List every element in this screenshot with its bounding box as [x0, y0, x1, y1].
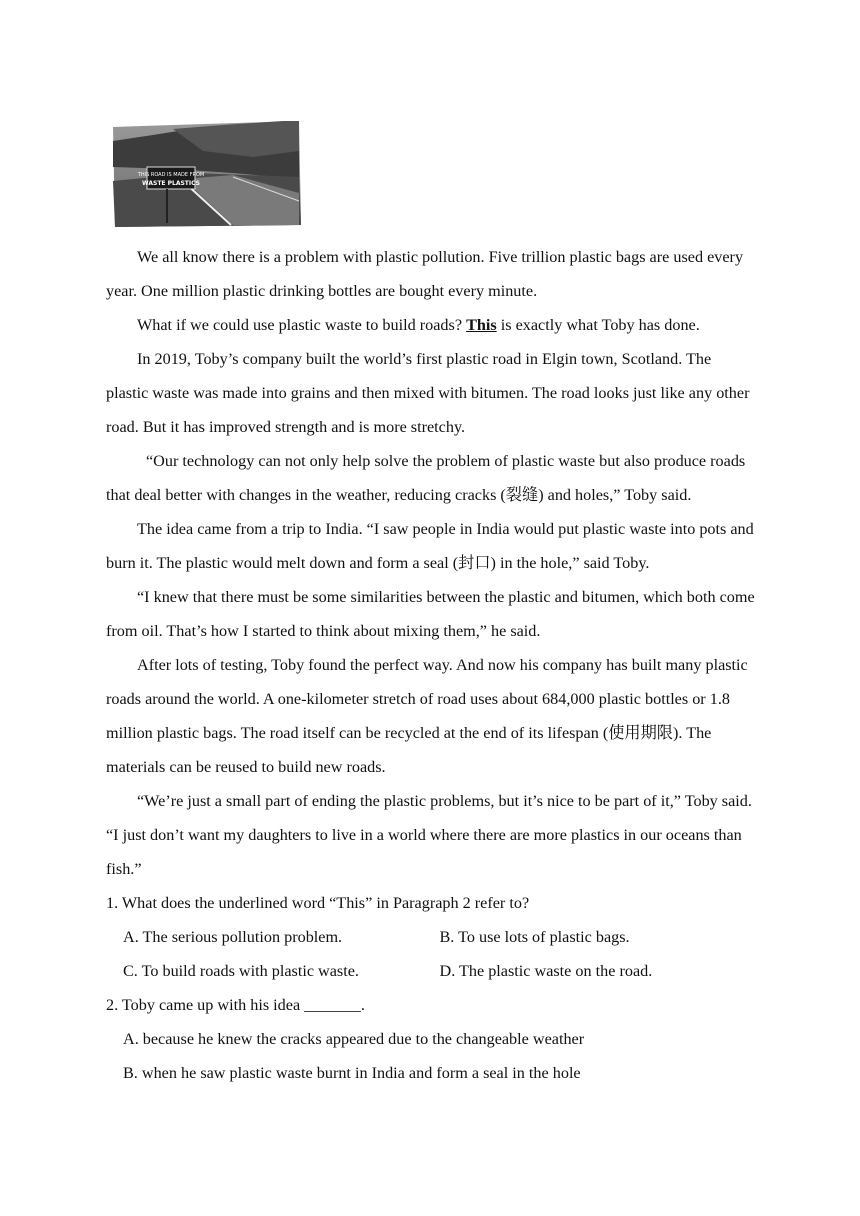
option-1b[interactable]: B. To use lots of plastic bags.: [439, 928, 630, 946]
svg-text:THIS ROAD IS MADE FROM: THIS ROAD IS MADE FROM: [137, 172, 205, 178]
question-1-options-row-2: [106, 954, 756, 988]
option-1c[interactable]: C. To build roads with plastic waste.: [123, 962, 359, 980]
paragraph-6: “I knew that there must be some similarities between the plastic and bitumen, which both come from oil. That’s how I started to think about mixing them,” he said.: [106, 588, 755, 640]
underlined-word: This: [466, 316, 497, 334]
article: [106, 240, 756, 1090]
question-1-options-row-1: [106, 920, 756, 954]
option-2a[interactable]: A. because he knew the cracks appeared due to the changeable weather: [123, 1030, 585, 1048]
option-1a[interactable]: A. The serious pollution problem.: [123, 928, 343, 946]
option-2b[interactable]: B. when he saw plastic waste burnt in India and form a seal in the hole: [123, 1064, 581, 1082]
paragraph-5: The idea came from a trip to India. “I saw people in India would put plastic waste into pots and burn it. The plastic would melt down and form a seal (封口) in the hole,” said Toby.: [106, 520, 754, 572]
question-1-stem: 1. What does the underlined word “This” in Paragraph 2 refer to?: [106, 894, 530, 912]
paragraph-7: After lots of testing, Toby found the perfect way. And now his company has built many plastic roads around the world. A one-kilometer stretch of road uses about 684,000 plastic bottles or 1.8 million plastic bags. The road itself can be recycled at the end of its lifespan (使用期限). The materials can be reused to build new roads.: [106, 656, 748, 776]
option-1d[interactable]: D. The plastic waste on the road.: [439, 962, 653, 980]
paragraph-4: “Our technology can not only help solve the problem of plastic waste but also produce roads that deal better with changes in the weather, reducing cracks (裂缝) and holes,” Toby said.: [106, 452, 746, 504]
paragraph-2: What if we could use plastic waste to build roads? This is exactly what Toby has done.: [137, 316, 700, 334]
question-2-stem: 2. Toby came up with his idea _______.: [106, 996, 365, 1014]
svg-text:WASTE PLASTICS: WASTE PLASTICS: [142, 180, 200, 187]
paragraph-1: We all know there is a problem with plastic pollution. Five trillion plastic bags are used every year. One million plastic drinking bottles are bought every minute.: [106, 248, 744, 300]
paragraph-3: In 2019, Toby’s company built the world’s first plastic road in Elgin town, Scotland. The plastic waste was made into grains and then mixed with bitumen. The road looks just like any other road. But it has improved strength and is more stretchy.: [106, 350, 750, 436]
road-photo: [113, 121, 301, 227]
paragraph-8: “We’re just a small part of ending the plastic problems, but it’s nice to be part of it,” Toby said. “I just don’t want my daughters to live in a world where there are more plastics in our oceans than fish.”: [106, 792, 752, 878]
